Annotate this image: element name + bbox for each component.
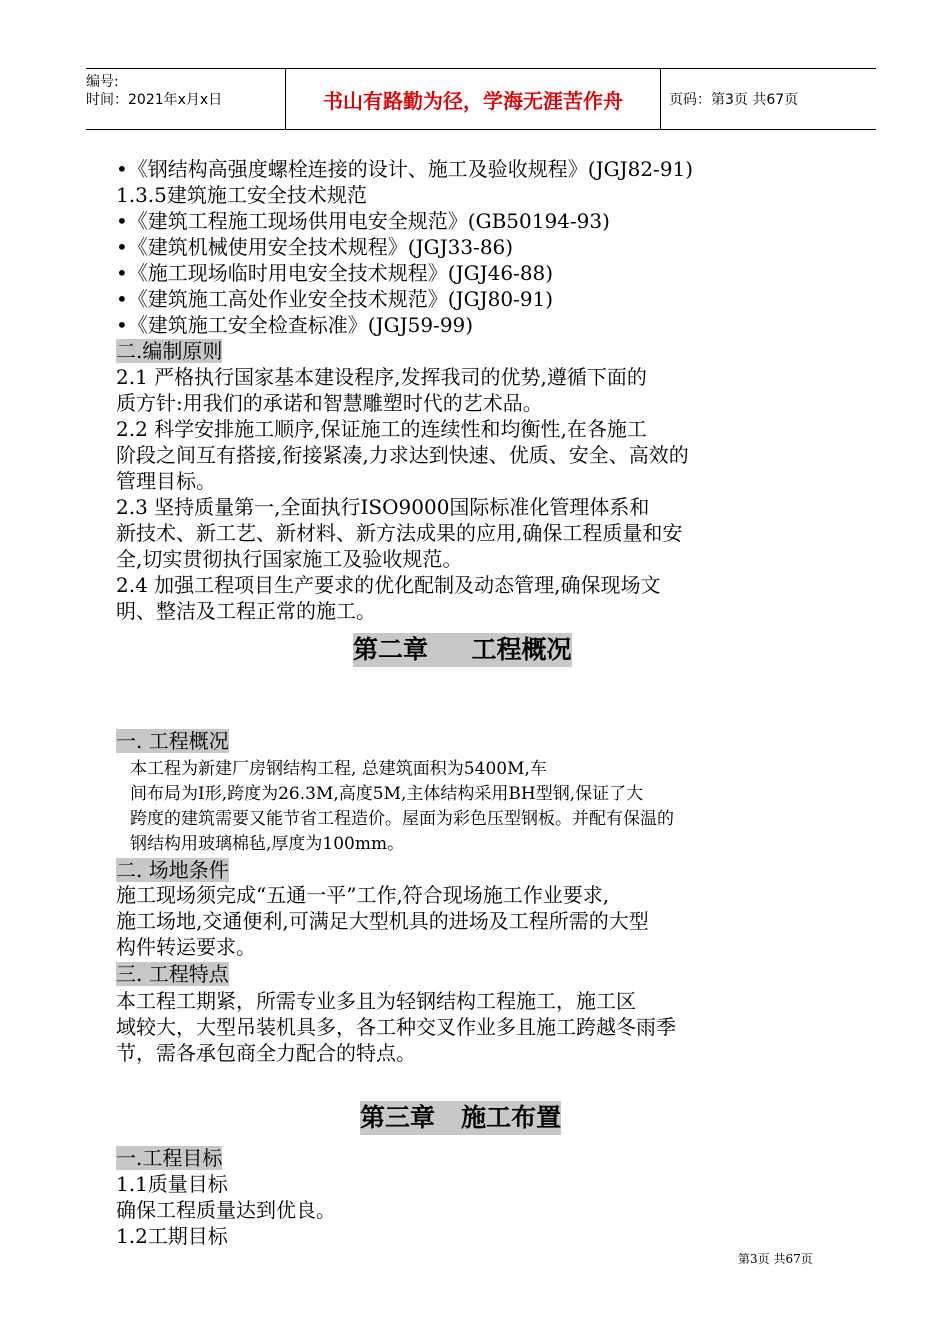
body-line: 明、整洁及工程正常的施工。	[116, 599, 376, 623]
body-line: •《施工现场临时用电安全技术规程》(JGJ46-88)	[116, 261, 554, 285]
body-line: 管理目标。	[116, 469, 216, 493]
body-line: 本工程工期紧，所需专业多且为轻钢结构工程施工，施工区	[116, 989, 636, 1013]
body-line: 阶段之间互有搭接,衔接紧凑,力求达到快速、优质、安全、高效的	[116, 443, 689, 467]
body-line: 新技术、新工艺、新材料、新方法成果的应用,确保工程质量和安	[116, 521, 683, 545]
body-line: •《钢结构高强度螺栓连接的设计、施工及验收规程》(JGJ82-91)	[116, 157, 694, 181]
body-line: 2.1 严格执行国家基本建设程序,发挥我司的优势,遵循下面的	[116, 365, 647, 389]
body-line: 确保工程质量达到优良。	[116, 1198, 336, 1222]
body-line: 1.1质量目标	[116, 1172, 228, 1196]
body-line: 质方针:用我们的承诺和智慧雕塑时代的艺术品。	[116, 391, 543, 415]
header-meta	[86, 69, 286, 129]
body-line: 构件转运要求。	[116, 935, 256, 959]
body-line: 2.2 科学安排施工顺序,保证施工的连续性和均衡性,在各施工	[116, 417, 647, 441]
body-line: 跨度的建筑需要又能节省工程造价。屋面为彩色压型钢板。并配有保温的	[130, 809, 674, 829]
body-line: 1.2工期目标	[116, 1224, 228, 1248]
section-heading: 一. 工程概况	[116, 729, 229, 753]
chapter-title: 第二章 工程概况	[353, 633, 572, 667]
body-line: 1.3.5建筑施工安全技术规范	[116, 183, 367, 207]
body-line: 施工场地,交通便利,可满足大型机具的进场及工程所需的大型	[116, 909, 649, 933]
body-line: 间布局为I形,跨度为26.3M,高度5M,主体结构采用BH型钢,保证了大	[130, 784, 644, 804]
body-line: •《建筑机械使用安全技术规程》(JGJ33-86)	[116, 235, 514, 259]
body-line: •《建筑施工安全检查标准》(JGJ59-99)	[116, 313, 474, 337]
body-line: •《建筑施工高处作业安全技术规范》(JGJ80-91)	[116, 287, 554, 311]
header-number: 编号:	[86, 74, 119, 90]
header-motto: 书山有路勤为径，学海无涯苦作舟	[286, 69, 661, 129]
body-line: 2.4 加强工程项目生产要求的优化配制及动态管理,确保现场文	[116, 573, 661, 597]
footer-page-number: 第3页 共67页	[738, 1252, 813, 1266]
body-line: 钢结构用玻璃棉毡,厚度为100mm。	[130, 834, 405, 854]
body-line: 2.3 坚持质量第一,全面执行ISO9000国际标准化管理体系和	[116, 495, 650, 519]
page-header	[86, 68, 876, 130]
chapter-title: 第三章 施工布置	[360, 1101, 561, 1135]
body-line: 施工现场须完成“五通一平”工作,符合现场施工作业要求,	[116, 883, 610, 907]
section-heading: 二. 场地条件	[116, 858, 229, 882]
body-line: 全,切实贯彻执行国家施工及验收规范。	[116, 547, 463, 571]
header-time: 时间：2021年x月x日	[86, 92, 223, 108]
section-heading: 一.工程目标	[116, 1146, 223, 1170]
body-line: 节，需各承包商全力配合的特点。	[116, 1041, 416, 1065]
body-line: 本工程为新建厂房钢结构工程, 总建筑面积为5400M,车	[130, 759, 547, 779]
section-heading: 三. 工程特点	[116, 962, 229, 986]
header-page: 页码：第3页 共67页	[669, 92, 799, 108]
body-line: 域较大，大型吊装机具多，各工种交叉作业多且施工跨越冬雨季	[116, 1015, 676, 1039]
section-heading: 二.编制原则	[116, 339, 223, 363]
body-line: •《建筑工程施工现场供用电安全规范》(GB50194-93)	[116, 209, 610, 233]
